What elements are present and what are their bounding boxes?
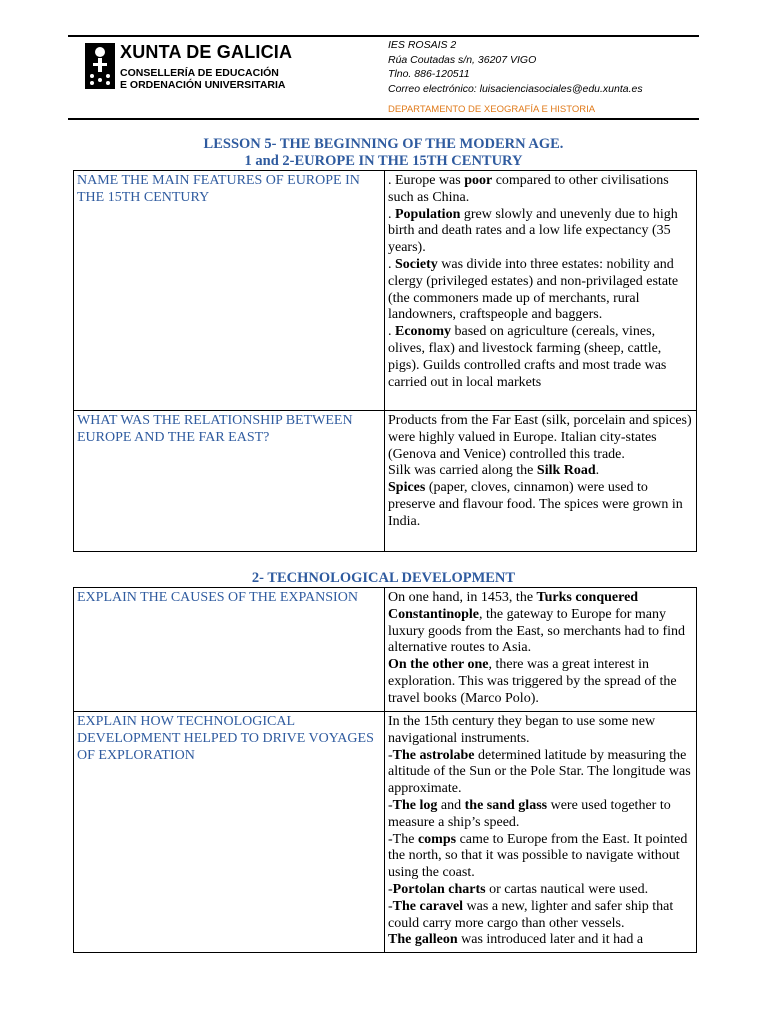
answer-line: The galleon was introduced later and it had a [388,932,644,948]
table-row [74,411,697,552]
school-address: Rúa Coutadas s/n, 36207 VIGO [388,53,537,66]
xunta-logo [84,42,299,92]
question-cell: WHAT WAS THE RELATIONSHIP BETWEEN EUROPE AND THE FAR EAST? [74,411,385,552]
school-name: IES ROSAIS 2 [388,39,457,51]
answer-line: . Population grew slowly and unevenly due to high birth and death rates and a low life expectancy (35 years). [388,206,678,256]
lesson-subtitle-line: 1 and 2-EUROPE IN THE 15TH CENTURY [244,153,523,169]
department-name: DEPARTAMENTO DE XEOGRAFÍA E HISTORIA [388,104,596,115]
table-row [74,171,697,411]
answer-line: Spices (paper, cloves, cinnamon) were used to preserve and flavour food. The spices were grown in India. [388,480,683,529]
lesson-title-line: LESSON 5- THE BEGINNING OF THE MODERN AGE. [203,136,564,152]
table-row [74,712,697,953]
section2-table [73,587,697,953]
answer-line: -The astrolabe determined latitude by measuring the altitude of the Sun or the Pole Star. The longitude was approximate. [388,747,691,797]
answer-line: -The log and the sand glass were used together to measure a ship’s speed. [388,797,671,830]
school-phone: Tlno. 886-120511 [388,68,470,80]
answer-line: . Society was divide into three estates: nobility and clergy (privileged estates) and non-privilaged estate (the commoners made up of merchants, rural landowners, craftspeople and baggers. [388,256,679,323]
logo-subtitle-line: E ORDENACIÓN UNIVERSITARIA [120,79,286,91]
question-cell: EXPLAIN HOW TECHNOLOGICAL DEVELOPMENT HELPED TO DRIVE VOYAGES OF EXPLORATION [74,712,385,953]
table-row [74,588,697,712]
answer-line: -The comps came to Europe from the East. It pointed the north, so that it was possible to navigate without using the coast. [388,831,688,881]
answer-line: On one hand, in 1453, the Turks conquered Constantinople, the gateway to Europe for many luxury goods from the East, so merchants had to find alternative routes to Asia. [388,590,686,656]
answer-line: On the other one, there was a great interest in exploration. This was triggered by the spread of the travel books (Marco Polo). [388,657,677,706]
logo-subtitle-line: CONSELLERÍA DE EDUCACIÓN [120,67,279,79]
answer-line: -Portolan charts or cartas nautical were used. [388,881,649,897]
section1-table [73,170,697,552]
school-email: Correo electrónico: luisacienciasociales@edu.xunta.es [388,82,643,95]
answer-cell [385,712,697,953]
answer-line: -The caravel was a new, lighter and safer ship that could carry more cargo than other vessels. [388,898,674,931]
answer-line: In the 15th century they began to use some new navigational instruments. [388,714,656,746]
logo-subtitle [120,67,285,91]
galicia-crest-icon [84,42,116,90]
answer-line: . Europe was poor compared to other civilisations such as China. [388,173,669,205]
section2-title: 2- TECHNOLOGICAL DEVELOPMENT [251,570,516,586]
answer-line: Silk was carried along the Silk Road. [388,463,600,479]
question-cell: NAME THE MAIN FEATURES OF EUROPE IN THE 15TH CENTURY [74,171,385,411]
answer-cell [385,588,697,712]
header-top-rule [68,35,699,37]
answer-line: Products from the Far East (silk, porcelain and spices) were highly valued in Europe. Italian city-states (Genova and Venice) controlled this trade. [388,413,692,462]
lesson-title [68,136,699,170]
logo-title: XUNTA DE GALICIA [120,42,293,62]
header-bottom-rule [68,118,699,120]
answer-cell [385,411,697,552]
answer-line: . Economy based on agriculture (cereals, vines, olives, flax) and livestock farming (sheep, cattle, pigs). Guilds controlled crafts and most trade was carried out in local markets [388,324,667,390]
question-cell: EXPLAIN THE CAUSES OF THE EXPANSION [74,588,385,712]
school-info [388,38,643,96]
answer-cell [385,171,697,411]
